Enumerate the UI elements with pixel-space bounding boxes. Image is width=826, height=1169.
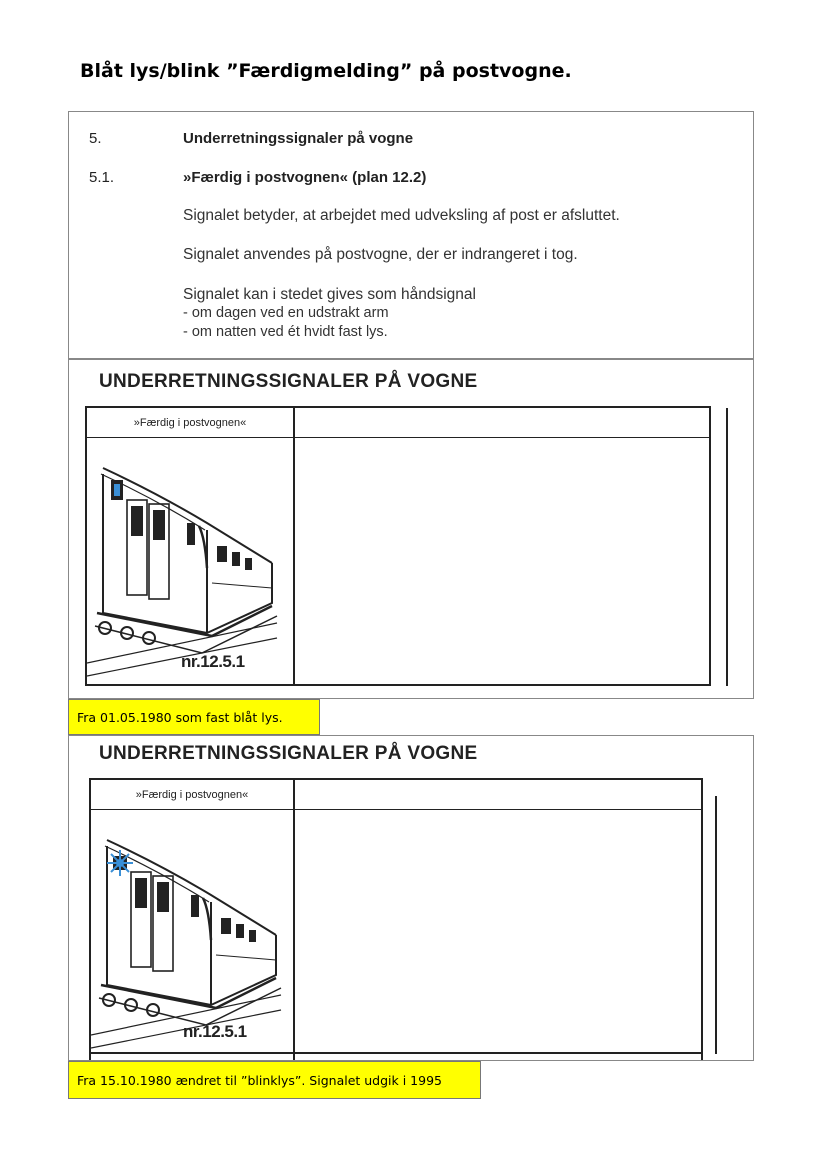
paragraph-usage: Signalet anvendes på postvogne, der er indrangeret i tog. bbox=[183, 246, 578, 263]
caption-steady-light: Fra 01.05.1980 som fast blåt lys. bbox=[68, 699, 320, 735]
bullet-day: - om dagen ved en udstrakt arm bbox=[183, 305, 389, 321]
card-heading: UNDERRETNINGSSIGNALER PÅ VOGNE bbox=[99, 371, 478, 392]
subsection-title: »Færdig i postvognen« (plan 12.2) bbox=[183, 169, 427, 186]
signal-plan-frame bbox=[89, 778, 703, 1061]
signal-plan-frame bbox=[85, 406, 711, 686]
frame-edge-line bbox=[715, 796, 717, 1054]
illustration-cell bbox=[87, 438, 295, 686]
plan-number: nr.12.5.1 bbox=[183, 1022, 247, 1041]
section-title: Underretningssignaler på vogne bbox=[183, 130, 414, 147]
page-title: Blåt lys/blink ”Færdigmelding” på postvogne. bbox=[80, 60, 572, 82]
blank-header-cell bbox=[295, 780, 701, 810]
blank-header-cell bbox=[295, 408, 709, 438]
signal-name-cell: »Færdig i postvognen« bbox=[91, 780, 295, 810]
frame-edge-line bbox=[726, 408, 728, 686]
signal-card-steady bbox=[68, 359, 754, 699]
section-number: 5. bbox=[89, 130, 102, 147]
frame-bottom-line bbox=[89, 1052, 703, 1054]
frame-bottom-line bbox=[85, 684, 711, 686]
paragraph-hand-signal: Signalet kan i stedet gives som håndsignal bbox=[183, 286, 476, 303]
caption-flashing-light: Fra 15.10.1980 ændret til ”blinklys”. Signalet udgik i 1995 bbox=[68, 1061, 481, 1099]
flashing-lamp-icon bbox=[107, 850, 133, 876]
bullet-night: - om natten ved ét hvidt fast lys. bbox=[183, 324, 388, 340]
card-heading: UNDERRETNINGSSIGNALER PÅ VOGNE bbox=[99, 743, 478, 764]
signal-name-cell: »Færdig i postvognen« bbox=[87, 408, 295, 438]
plan-number: nr.12.5.1 bbox=[181, 652, 245, 671]
signal-card-flashing bbox=[68, 735, 754, 1061]
subsection-number: 5.1. bbox=[89, 169, 115, 186]
postal-wagon-illustration bbox=[87, 438, 293, 688]
paragraph-meaning: Signalet betyder, at arbejdet med udveksling af post er afsluttet. bbox=[183, 207, 620, 224]
illustration-cell bbox=[91, 810, 295, 1061]
regulation-excerpt bbox=[68, 111, 754, 359]
